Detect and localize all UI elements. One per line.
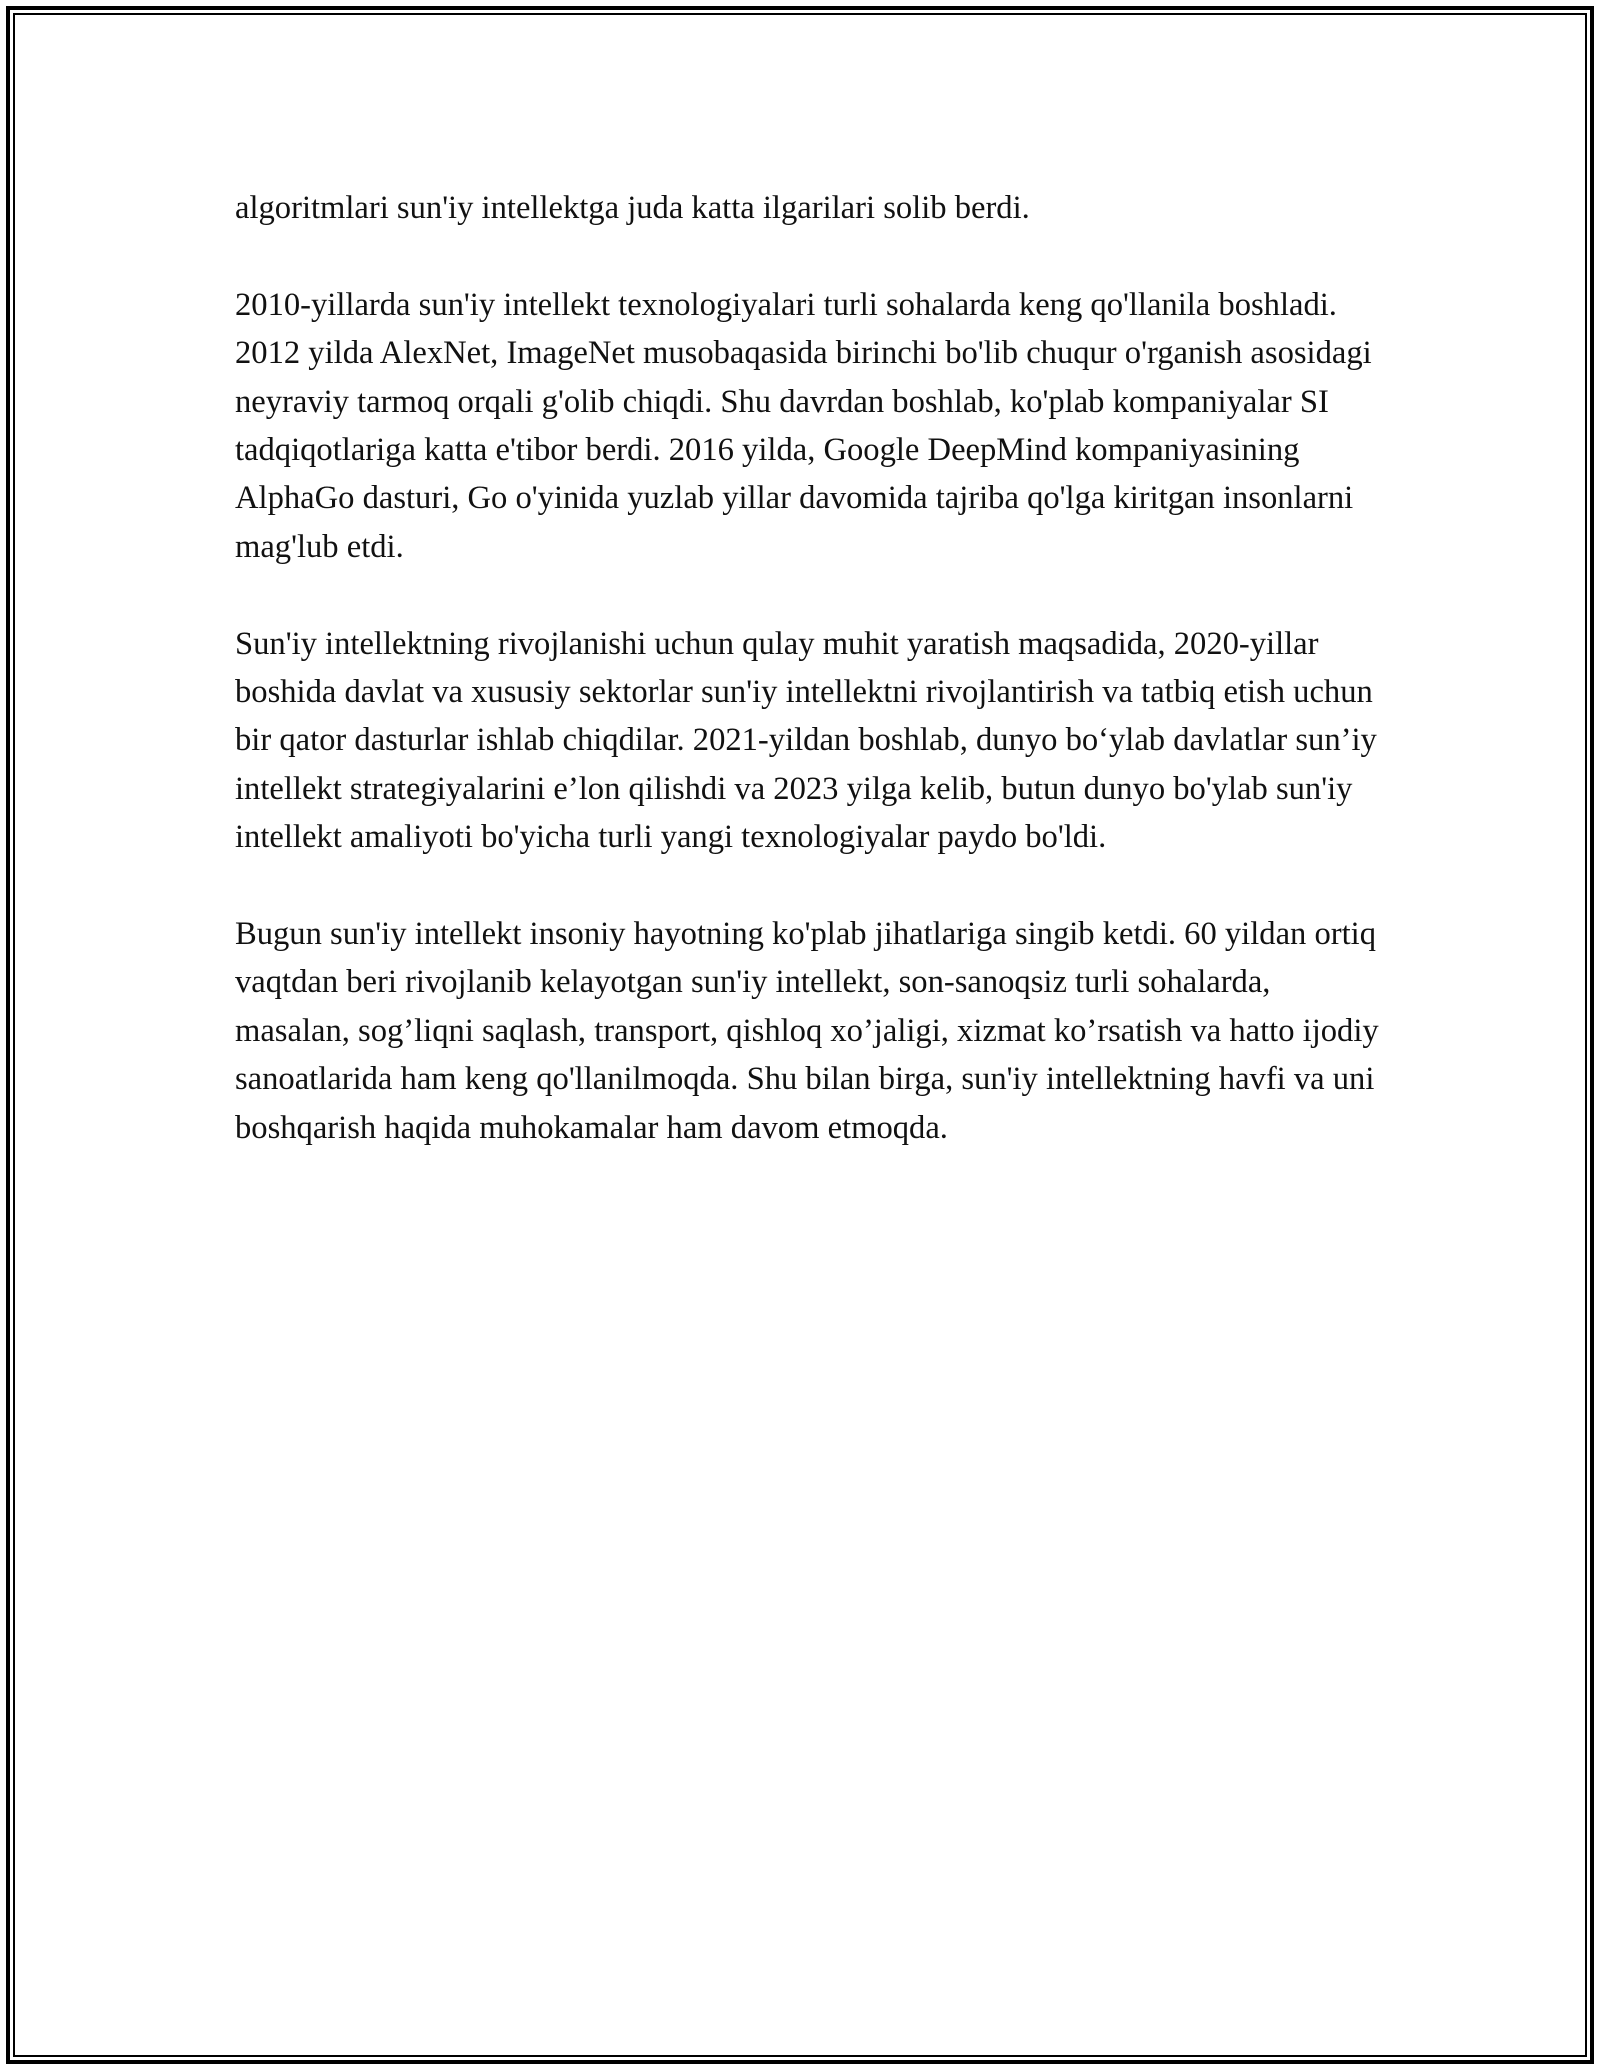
paragraph-1: algoritmlari sun'iy intellektga juda katta ilgarilari solib berdi. bbox=[235, 190, 1030, 226]
paragraph-4: Bugun sun'iy intellekt insoniy hayotning ko'plab jihatlariga singib ketdi. 60 yildan ortiq vaqtdan beri rivojlanib kelayotgan sun'iy intellekt, son-sanoqsiz turli sohalarda, masalan, sog’liqni saqlash, transport, qishloq xo’jaligi, xizmat ko’rsatish va hatto ijodiy sanoatlarida ham keng qo'llanilmoqda. Shu bilan birga, sun'iy intellektning havfi va uni boshqarish haqida muhokamalar ham davom etmoqda. bbox=[235, 916, 1379, 1146]
paragraph-2: 2010-yillarda sun'iy intellekt texnologiyalari turli sohalarda keng qo'llanila boshladi. 2012 yilda AlexNet, ImageNet musobaqasida birinchi bo'lib chuqur o'rganish asosidagi neyraviy tarmoq orqali g'olib chiqdi. Shu davrdan boshlab, ko'plab kompaniyalar SI tadqiqotlariga katta e'tibor berdi. 2016 yilda, Google DeepMind kompaniyasining AlphaGo dasturi, Go o'yinida yuzlab yillar davomida tajriba qo'lga kiritgan insonlarni mag'lub etdi. bbox=[235, 286, 1372, 565]
paragraph-3: Sun'iy intellektning rivojlanishi uchun qulay muhit yaratish maqsadida, 2020-yillar boshida davlat va xususiy sektorlar sun'iy intellektni rivojlantirish va tatbiq etish uchun bir qator dasturlar ishlab chiqdilar. 2021-yildan boshlab, dunyo bo‘ylab davlatlar sun’iy intellekt strategiyalarini e’lon qilishdi va 2023 yilga kelib, butun dunyo bo'ylab sun'iy intellekt amaliyoti bo'yicha turli yangi texnologiyalar paydo bo'ldi. bbox=[235, 625, 1377, 856]
document-body bbox=[235, 184, 1385, 1152]
